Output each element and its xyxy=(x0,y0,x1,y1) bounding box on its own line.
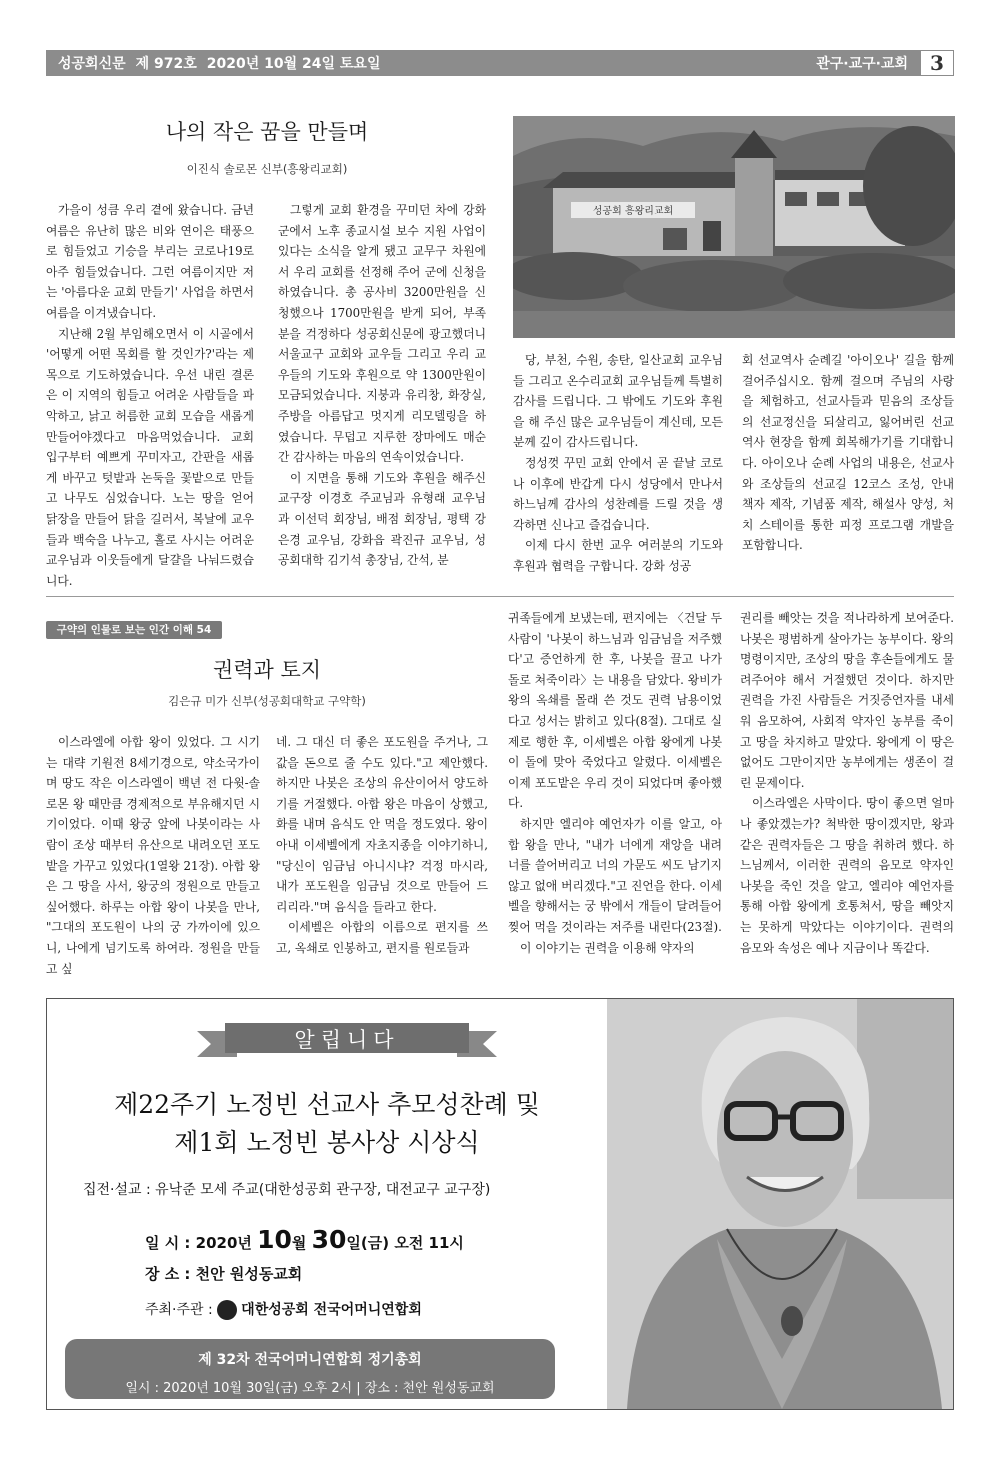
article2-col3 xyxy=(508,608,722,958)
paragraph: 가을이 성큼 우리 곁에 왔습니다. 금년 여름은 유난히 많은 비와 연이은 태풍으로 힘들었고 기승을 부리는 코로나19로 아주 힘들었습니다. 그런 여름이지만 저는 '아름다운 교회 만들기' 사업을 하면서 여름을 이겨냈습니다. xyxy=(46,203,254,320)
paragraph: 이 이야기는 권력을 이용해 약자의 xyxy=(520,940,695,955)
notice-banner-text: 알립니다 xyxy=(294,1028,400,1052)
portrait-photo xyxy=(607,999,954,1409)
notice-box xyxy=(46,998,954,1410)
issue-date: 2020년 10월 24일 토요일 xyxy=(206,56,381,72)
notice-banner xyxy=(197,1017,497,1061)
date-day: 30 xyxy=(311,1225,347,1254)
paragraph: 이제 다시 한번 교우 여러분의 기도와 후원과 협력을 구합니다. 강화 성공 xyxy=(513,538,723,573)
paragraph: 정성껏 꾸민 교회 안에서 곧 끝날 코로나 이후에 반갑게 다시 성당에서 만나서 하느님께 감사의 성찬례를 드릴 것을 생각하면 신나고 즐겁습니다. xyxy=(513,455,723,532)
assembly-title: 제 32차 전국어머니연합회 정기총회 xyxy=(198,1352,422,1368)
article2-col2 xyxy=(276,732,488,959)
header-left xyxy=(58,53,380,73)
paper-name: 성공회신문 xyxy=(58,56,126,72)
date-label: 일 시 : 2020년 xyxy=(145,1234,258,1252)
host-label: 주최·주관 : xyxy=(145,1302,218,1318)
issue-number: 제 972호 xyxy=(135,56,197,72)
notice-place: 장 소 : 천안 원성동교회 xyxy=(145,1265,303,1283)
series-badge: 구약의 인물로 보는 인간 이해 54 xyxy=(46,621,222,639)
article1-byline: 이진식 솔로몬 신부(흥왕리교회) xyxy=(186,162,348,176)
notice-title-line1: 제22주기 노정빈 선교사 추모성찬례 및 xyxy=(114,1090,540,1119)
date-rest: (금) 오전 11시 xyxy=(360,1234,464,1252)
paragraph: 이스라엘에 아합 왕이 있었다. 그 시기는 대략 기원전 8세기경으로, 약소국가이며 땅도 작은 이스라엘이 백년 전 다윗-솔로몬 왕 때만큼 경제적으로 부유해지던 시기이었다. 이때 왕궁 앞에 나봇이라는 사람이 조상 때부터 유산으로 내려오던 포도밭을 가꾸고 있었다(1열왕 21장). 아합 왕은 그 땅을 사서, 왕궁의 정원으로 만들고 싶어했다. 하루는 아합 왕이 나봇을 만나, "그대의 포도원이 나의 궁 가까이에 있으니, 나에게 넘기도록 하여라. 정원을 만들고 싶 xyxy=(46,735,260,976)
article1-col2 xyxy=(278,200,486,571)
notice-officiant: 집전·설교 : 유낙준 모세 주교(대한성공회 관구장, 대전교구 교구장) xyxy=(83,1182,491,1198)
paragraph: 하지만 엘리야 예언자가 이를 알고, 아합 왕을 만나, "내가 너에게 재앙을 내려 너를 쓸어버리고 너의 가문도 씨도 남기지 않고 없애 버리겠다."고 진언을 한다. 이세벨을 향해서는 궁 밖에서 개들이 달려들어 찢어 먹을 것이라는 저주를 내린다(23절). xyxy=(508,816,723,934)
section-name: 관구·교구·교회 xyxy=(816,56,908,72)
notice-host xyxy=(145,1299,422,1320)
article2-byline: 김은규 미가 신부(성공회대학교 구약학) xyxy=(168,694,366,708)
paragraph: 그렇게 교회 환경을 꾸미던 차에 강화군에서 노후 종교시설 보수 지원 사업이 있다는 소식을 알게 됐고 교무구 차원에서 우리 교회를 선정해 주어 군에 신청을 하였습니다. 총 공사비 3200만원을 신청했으나 1700만원을 받게 되어, 부족분을 걱정하다 성공회신문에 광고했더니 서울교구 교회와 교우들 그리고 우리 교우들의 기도와 후원으로 약 1300만원이 모금되었습니다. 지붕과 유리창, 화장실, 주방을 아름답고 멋지게 리모델링을 하였습니다. 무덥고 지루한 장마에도 매순간 감사하는 마음의 연속이었습니다. xyxy=(278,203,486,465)
page-number: 3 xyxy=(920,50,954,76)
assembly-info: 일시 : 2020년 10월 30일(금) 오후 2시 | 장소 : 천안 원성동교회 xyxy=(125,1381,495,1396)
page-header xyxy=(46,50,954,76)
paragraph: 이세벨은 아합의 이름으로 편지를 쓰고, 옥쇄로 인봉하고, 편지를 원로들과 xyxy=(276,920,488,955)
paragraph: 지난해 2월 부임해오면서 이 시골에서 '어떻게 어떤 목회를 할 것인가?'라는 제목으로 기도하였습니다. 우선 내린 결론은 이 지역의 힘들고 어려운 사람들을 파악하고, 낡고 허름한 교회 모습을 새롭게 만들어야겠다고 마음먹었습니다. 교회 입구부터 예쁘게 꾸미자고, 간판을 새롭게 바꾸고 텃밭과 논둑을 꽃밭으로 만들고 나무도 심었습니다. 노는 땅을 얻어 닭장을 만들어 닭을 길러서, 복날에 교우들과 백숙을 나누고, 홀로 사시는 어려운 교우님과 이웃들에게 달걀을 나눠드렸습니다. xyxy=(46,326,254,588)
article1-col4 xyxy=(742,350,954,556)
assembly-box xyxy=(65,1339,555,1399)
date-month: 10 xyxy=(257,1225,292,1254)
article2-title: 권력과 토지 xyxy=(212,658,322,682)
paragraph: 네. 그 대신 더 좋은 포도원을 주거나, 그 값을 돈으로 줄 수도 있다."고 제안했다. 하지만 나봇은 조상의 유산이어서 양도하기를 거절했다. 아합 왕은 마음이 상했고, 화를 내며 음식도 안 먹을 정도였다. 왕이 아내 이세벨에게 자초지종을 이야기하니, "당신이 임금님 아니시냐? 걱정 마시라, 내가 포도원을 임금님 것으로 만들어 드리리라."며 음식을 들라고 한다. xyxy=(276,735,488,914)
paragraph: 권리를 빼앗는 것을 적나라하게 보여준다. 나봇은 평범하게 살아가는 농부이다. 왕의 명령이지만, 조상의 땅을 후손들에게도 물려주어야 해서 거절했던 것이다. 하지만 권력을 가진 사람들은 거짓증언자를 내세워 음모하여, 사회적 약자인 농부를 죽이고 땅을 차지하고 말았다. 왕에게 이 땅은 없어도 그만이지만 농부에게는 생존이 걸린 문제이다. xyxy=(740,611,954,790)
host-org: 대한성공회 전국어머니연합회 xyxy=(241,1302,422,1318)
article1-col3 xyxy=(513,350,723,577)
date-day-unit: 일 xyxy=(346,1234,361,1252)
paragraph: 당, 부천, 수원, 송탄, 일산교회 교우님들 그리고 온수리교회 교우님들께 특별히 감사를 드립니다. 그 밖에도 기도와 후원을 해 주신 많은 교우님들이 계신데, 모든 분께 깊이 감사드립니다. xyxy=(513,353,723,450)
paragraph: 귀족들에게 보냈는데, 편지에는 〈건달 두 사람이 '나봇이 하느님과 임금님을 저주했다'고 증언하게 한 후, 나봇을 끌고 나가 돌로 쳐죽이라〉는 내용을 담았다. 왕비가 왕의 옥쇄를 몰래 쓴 것도 권력 남용이었다고 성서는 밝히고 있다(8절). 그대로 실제로 행한 후, 이세벨은 아합 왕에게 나봇이 돌에 맞아 죽었다고 알렸다. 이세벨은 이제 포도밭은 우리 것이 되었다며 좋아했다. xyxy=(508,611,722,811)
host-logo-icon xyxy=(217,1300,237,1320)
date-month-unit: 월 xyxy=(291,1234,312,1252)
notice-title-line2: 제1회 노정빈 봉사상 시상식 xyxy=(174,1128,480,1157)
article2-col4 xyxy=(740,608,954,958)
paragraph: 이스라엘은 사막이다. 땅이 좋으면 얼마나 좋았겠는가? 척박한 땅이겠지만, 왕과 같은 권력자들은 그 땅을 취하려 했다. 하느님께서, 이러한 권력의 음모로 약자인 나봇을 죽인 것을 알고, 엘리야 예언자를 통해 아합 왕에게 호통쳐서, 땅을 빼앗지는 못하게 막았다는 이야기이다. 권력의 음모와 속성은 예나 지금이나 똑같다. xyxy=(740,796,954,955)
paragraph: 회 선교역사 순례길 '아이오나' 길을 함께 걸어주십시오. 함께 걸으며 주님의 사랑을 체험하고, 선교사들과 믿음의 조상들의 선교정신을 되살리고, 잃어버린 선교역사 현장을 함께 회복해가기를 기대합니다. 아이오나 순례 사업의 내용은, 선교사와 조상들의 선교길 12코스 조성, 안내 책자 제작, 기념품 제작, 해설사 양성, 처치 스테이를 통한 피정 프로그램 개발을 포함합니다. xyxy=(742,353,954,553)
article1-col1 xyxy=(46,200,254,591)
paragraph: 이 지면을 통해 기도와 후원을 해주신 교구장 이경호 주교님과 유형래 교우님과 이선덕 회장님, 배점 회장님, 평택 강은경 교우님, 강화읍 곽진규 교우님, 성공회대학 김기석 총장님, 간석, 분 xyxy=(278,470,486,568)
church-sign: 성공회 흥왕리교회 xyxy=(592,206,674,217)
church-photo xyxy=(513,116,955,338)
article1-title: 나의 작은 꿈을 만들며 xyxy=(165,120,369,144)
article2-col1 xyxy=(46,732,260,979)
section-divider xyxy=(46,596,954,597)
notice-date xyxy=(145,1225,464,1254)
